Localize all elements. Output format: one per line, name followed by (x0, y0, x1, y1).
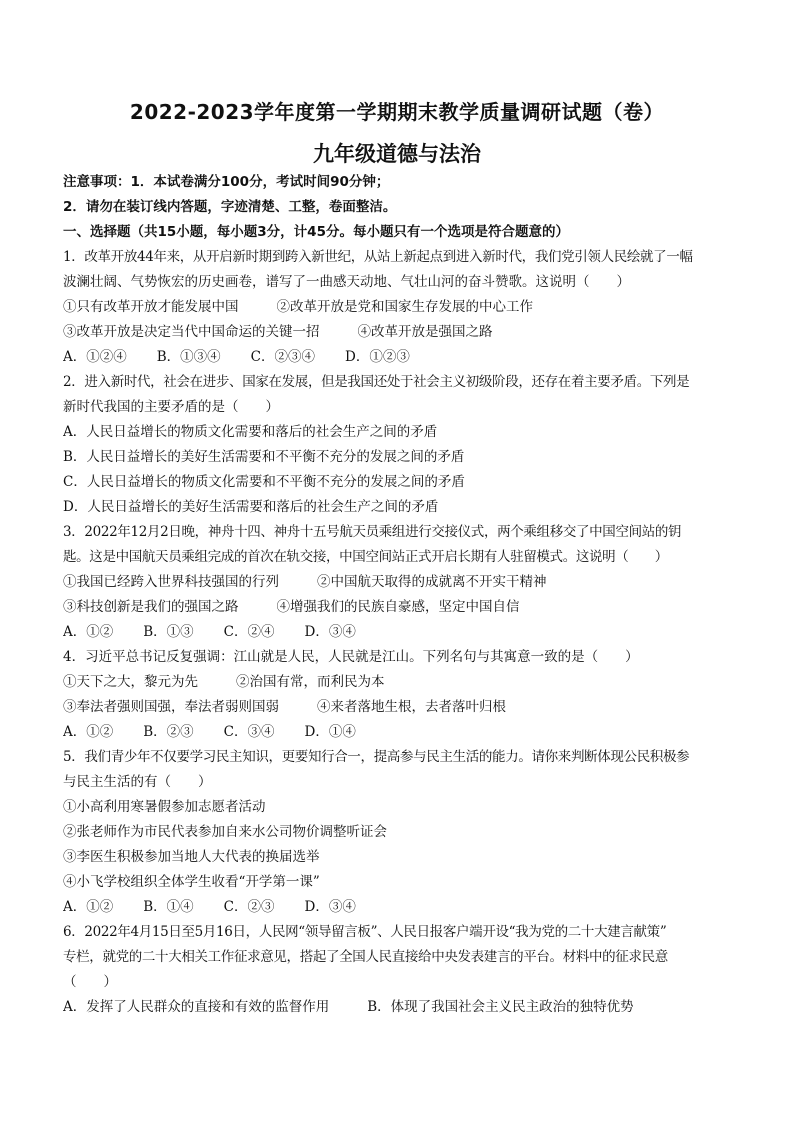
exam-title: 2022-2023学年度第一学期期末教学质量调研试题（卷） (129, 100, 665, 124)
q1-item-3: ③改革开放是决定当代中国命运的关键一招 (63, 324, 320, 340)
q4-option-a: A．①② (63, 724, 114, 740)
q5-option-d: D．③④ (304, 899, 356, 915)
q2-stem-line-2: 新时代我国的主要矛盾的是（ ） (63, 399, 279, 415)
q4-items-row-1 (63, 670, 735, 695)
q5-option-a: A．①② (63, 899, 114, 915)
q2-option-c: C．人民日益增长的物质文化需要和不平衡不充分的发展之间的矛盾 (63, 474, 465, 490)
q5-stem-line-1: 5．我们青少年不仅要学习民主知识，更要知行合一，提高参与民主生活的能力。请你来判断体现公民积极参 (63, 749, 690, 765)
q6-stem-line-2: 专栏，就党的二十大相关工作征求意见，搭起了全国人民直接给中央发表建言的平台。材料中的征求民意 (63, 949, 668, 965)
q3-option-a: A．①② (63, 624, 114, 640)
q3-item-3: ③科技创新是我们的强国之路 (63, 599, 239, 615)
q3-stem-line-2: 匙。这是中国航天员乘组完成的首次在轨交接，中国空间站正式开启长期有人驻留模式。这说明（ ） (63, 549, 668, 565)
q5-item-4: ④小飞学校组织全体学生收看“开学第一课” (63, 874, 320, 890)
q4-item-2: ②治国有常，而利民为本 (236, 674, 385, 690)
exam-content (63, 170, 735, 1020)
q4-option-b: B．②③ (143, 724, 194, 740)
q6-option-a: A．发挥了人民群众的直接和有效的监督作用 (63, 999, 330, 1015)
q3-stem-line-1: 3．2022年12月2日晚，神舟十四、神舟十五号航天员乘组进行交接仪式，两个乘组移交了中国空间站的钥 (63, 524, 682, 540)
exam-subtitle: 九年级道德与法治 (313, 142, 481, 166)
q4-stem-line-1: 4．习近平总书记反复强调：江山就是人民，人民就是江山。下列名句与其寓意一致的是（ ） (63, 649, 639, 665)
q2-stem-line-1: 2．进入新时代，社会在进步、国家在发展，但是我国还处于社会主义初级阶段，还存在着主要矛盾。下列是 (63, 374, 690, 390)
q6-option-b: B．体现了我国社会主义民主政治的独特优势 (367, 999, 634, 1015)
q1-option-c: C．②③④ (250, 349, 316, 365)
q6-options-row-1 (63, 995, 735, 1020)
q4-item-3: ③奉法者强则国强，奉法者弱则国弱 (63, 699, 279, 715)
q5-options (63, 895, 735, 920)
q4-items-row-2 (63, 695, 735, 720)
q3-items-row-1 (63, 570, 735, 595)
q3-option-b: B．①③ (143, 624, 194, 640)
q3-options (63, 620, 735, 645)
q1-options (63, 345, 735, 370)
notes-line-2: 2．请勿在装订线内答题，字迹清楚、工整，卷面整洁。 (63, 199, 397, 215)
q1-items-row-1 (63, 295, 735, 320)
q1-item-1: ①只有改革开放才能发展中国 (63, 299, 239, 315)
q1-option-b: B．①③④ (156, 349, 221, 365)
q1-item-2: ②改革开放是党和国家生存发展的中心工作 (276, 299, 533, 315)
q4-option-d: D．①④ (304, 724, 356, 740)
q3-item-4: ④增强我们的民族自豪感，坚定中国自信 (276, 599, 520, 615)
q3-option-c: C．②④ (223, 624, 275, 640)
q2-option-d: D．人民日益增长的美好生活需要和落后的社会生产之间的矛盾 (63, 499, 439, 515)
q1-stem-line-1: 1．改革开放44年来，从开启新时期到跨入新世纪，从站上新起点到进入新时代，我们党引领人民绘就了一幅 (63, 249, 693, 265)
q1-option-a: A．①②④ (63, 349, 127, 365)
q4-item-1: ①天下之大，黎元为先 (63, 674, 198, 690)
q3-option-d: D．③④ (304, 624, 356, 640)
q5-item-1: ①小高利用寒暑假参加志愿者活动 (63, 799, 266, 815)
section-heading: 一、选择题（共15小题，每小题3分，计45分。每小题只有一个选项是符合题意的） (63, 224, 569, 240)
q5-option-b: B．①④ (143, 899, 194, 915)
q5-stem-line-2: 与民主生活的有（ ） (63, 774, 212, 790)
q2-option-b: B．人民日益增长的美好生活需要和不平衡不充分的发展之间的矛盾 (63, 449, 465, 465)
q3-item-2: ②中国航天取得的成就离不开实干精神 (317, 574, 547, 590)
q6-stem-line-3: （ ） (63, 974, 117, 990)
q4-option-c: C．③④ (223, 724, 275, 740)
q5-option-c: C．②③ (223, 899, 275, 915)
q6-stem-line-1: 6．2022年4月15日至5月16日，人民网“领导留言板”、人民日报客户端开设“我为党的二十大建言献策” (63, 924, 667, 940)
q5-item-2: ②张老师作为市民代表参加自来水公司物价调整听证会 (63, 824, 387, 840)
q3-item-1: ①我国已经跨入世界科技强国的行列 (63, 574, 279, 590)
q3-items-row-2 (63, 595, 735, 620)
q4-options (63, 720, 735, 745)
q4-item-4: ④来者落地生根，去者落叶归根 (317, 699, 506, 715)
q1-stem-line-2: 波澜壮阔、气势恢宏的历史画卷，谱写了一曲感天动地、气壮山河的奋斗赞歌。这说明（ ） (63, 274, 630, 290)
q1-option-d: D．①②③ (345, 349, 410, 365)
q1-item-4: ④改革开放是强国之路 (357, 324, 493, 340)
notes-line-1: 注意事项：1．本试卷满分100分，考试时间90分钟； (63, 174, 390, 190)
q1-items-row-2 (63, 320, 735, 345)
q5-item-3: ③李医生积极参加当地人大代表的换届选举 (63, 849, 320, 865)
q2-option-a: A．人民日益增长的物质文化需要和落后的社会生产之间的矛盾 (63, 424, 438, 440)
